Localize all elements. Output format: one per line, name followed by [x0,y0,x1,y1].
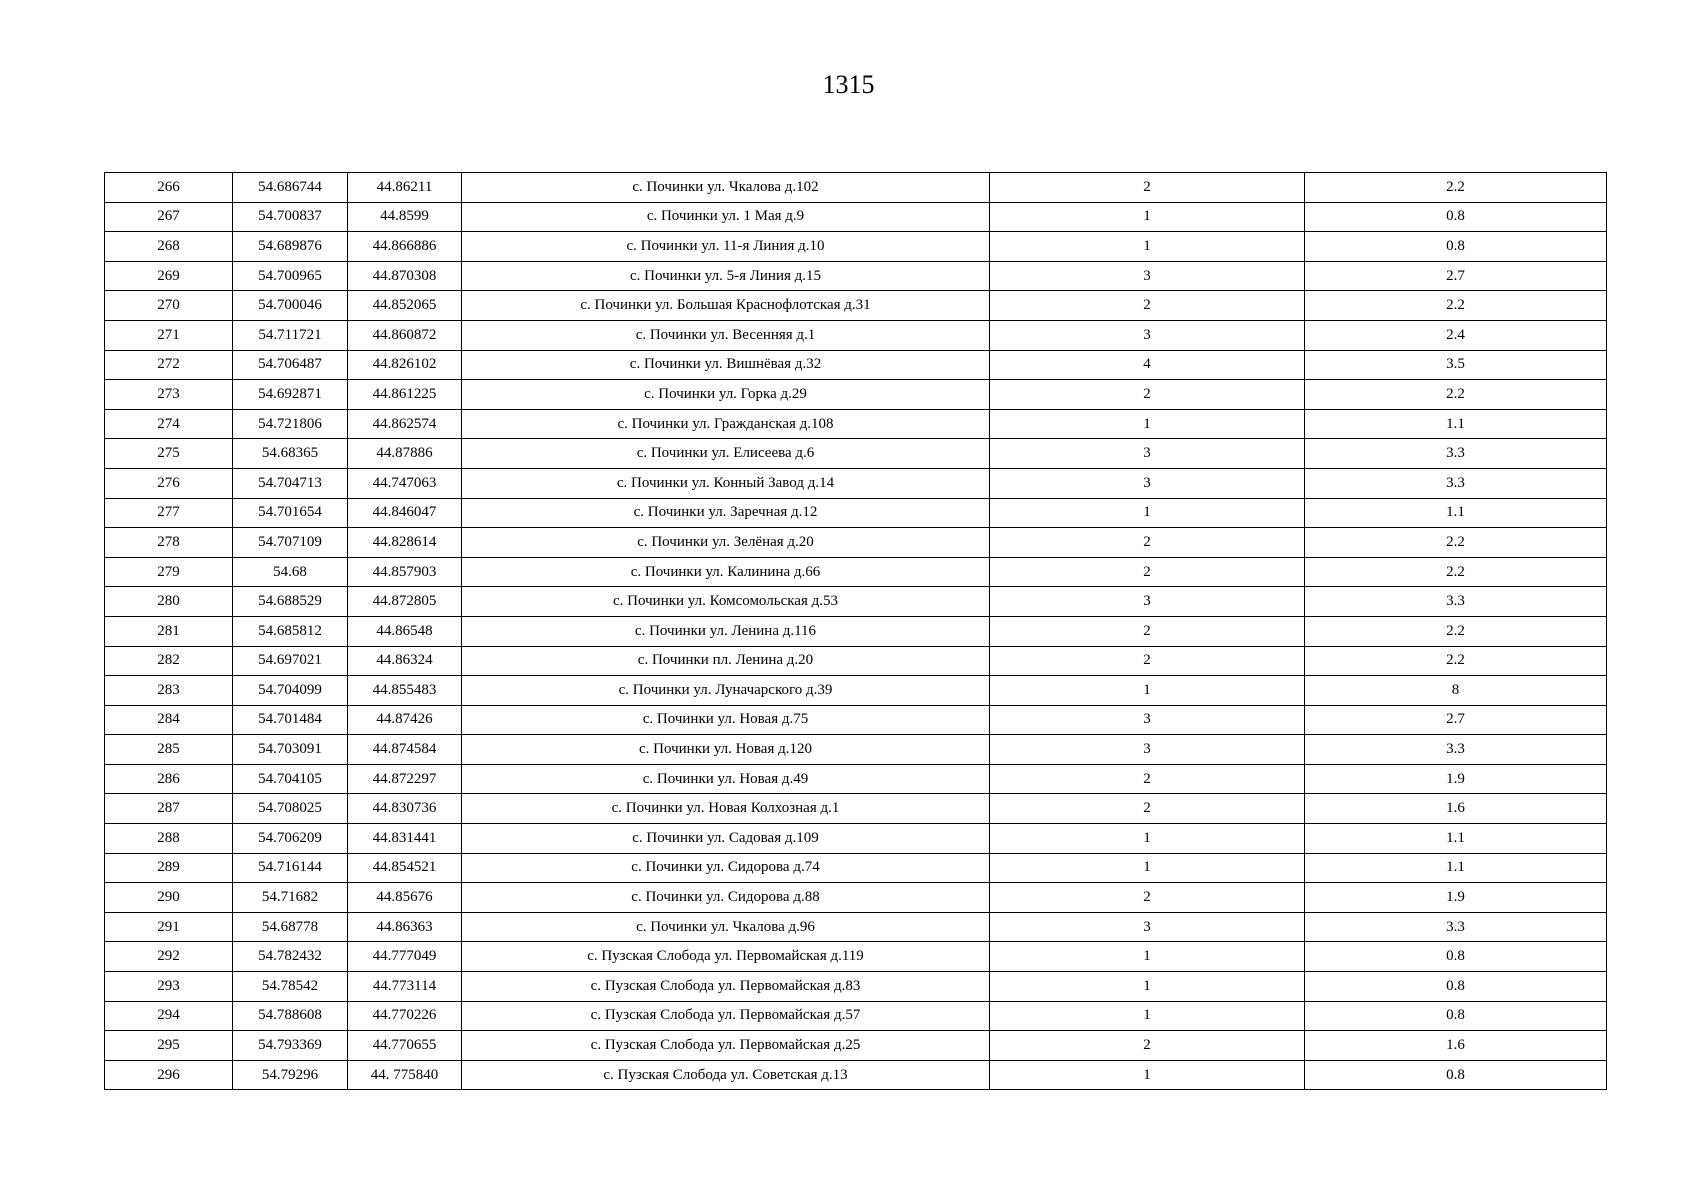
table-row [105,557,1607,587]
longitude-cell: 44.831441 [348,824,462,854]
address-cell: с. Пузская Слобода ул. Первомайская д.83 [462,972,990,1002]
latitude-cell: 54.701654 [233,498,348,528]
count-cell: 2 [990,291,1305,321]
latitude-cell: 54.686744 [233,173,348,203]
row-number-cell: 273 [105,380,233,410]
longitude-cell: 44.8599 [348,202,462,232]
table-row [105,764,1607,794]
longitude-cell: 44.777049 [348,942,462,972]
table-row [105,912,1607,942]
volume-cell: 3.5 [1305,350,1607,380]
volume-cell: 1.1 [1305,853,1607,883]
count-cell: 2 [990,173,1305,203]
row-number-cell: 285 [105,735,233,765]
address-cell: с. Починки ул. Заречная д.12 [462,498,990,528]
latitude-cell: 54.688529 [233,587,348,617]
longitude-cell: 44.86363 [348,912,462,942]
latitude-cell: 54.71682 [233,883,348,913]
row-number-cell: 295 [105,1031,233,1061]
row-number-cell: 291 [105,912,233,942]
address-cell: с. Починки ул. 11-я Линия д.10 [462,232,990,262]
longitude-cell: 44.854521 [348,853,462,883]
table-row [105,320,1607,350]
address-cell: с. Починки ул. Сидорова д.74 [462,853,990,883]
latitude-cell: 54.788608 [233,1001,348,1031]
count-cell: 2 [990,616,1305,646]
row-number-cell: 287 [105,794,233,824]
address-cell: с. Починки ул. Гражданская д.108 [462,409,990,439]
volume-cell: 2.7 [1305,261,1607,291]
count-cell: 1 [990,942,1305,972]
latitude-cell: 54.79296 [233,1060,348,1090]
count-cell: 3 [990,705,1305,735]
latitude-cell: 54.700965 [233,261,348,291]
row-number-cell: 290 [105,883,233,913]
volume-cell: 1.1 [1305,498,1607,528]
count-cell: 1 [990,232,1305,262]
latitude-cell: 54.721806 [233,409,348,439]
address-cell: с. Починки ул. Новая д.75 [462,705,990,735]
table-row [105,646,1607,676]
address-cell: с. Починки ул. Чкалова д.96 [462,912,990,942]
count-cell: 2 [990,380,1305,410]
longitude-cell: 44.872297 [348,764,462,794]
volume-cell: 1.1 [1305,409,1607,439]
longitude-cell: 44.826102 [348,350,462,380]
count-cell: 1 [990,1001,1305,1031]
address-cell: с. Починки ул. Садовая д.109 [462,824,990,854]
longitude-cell: 44.846047 [348,498,462,528]
volume-cell: 2.2 [1305,616,1607,646]
count-cell: 2 [990,764,1305,794]
latitude-cell: 54.700837 [233,202,348,232]
longitude-cell: 44.85676 [348,883,462,913]
address-cell: с. Починки ул. Елисеева д.6 [462,439,990,469]
volume-cell: 0.8 [1305,202,1607,232]
count-cell: 1 [990,853,1305,883]
address-cell: с. Починки ул. Вишнёвая д.32 [462,350,990,380]
address-cell: с. Починки ул. 1 Мая д.9 [462,202,990,232]
count-cell: 2 [990,528,1305,558]
table-row [105,1060,1607,1090]
count-cell: 2 [990,1031,1305,1061]
table-row [105,291,1607,321]
row-number-cell: 266 [105,173,233,203]
row-number-cell: 292 [105,942,233,972]
address-cell: с. Пузская Слобода ул. Первомайская д.57 [462,1001,990,1031]
table-row [105,942,1607,972]
address-cell: с. Починки ул. Чкалова д.102 [462,173,990,203]
address-cell: с. Починки ул. Весенняя д.1 [462,320,990,350]
longitude-cell: 44.828614 [348,528,462,558]
table-row [105,1001,1607,1031]
longitude-cell: 44.852065 [348,291,462,321]
count-cell: 2 [990,646,1305,676]
volume-cell: 1.9 [1305,764,1607,794]
table-row [105,824,1607,854]
table-row [105,528,1607,558]
latitude-cell: 54.704713 [233,468,348,498]
row-number-cell: 269 [105,261,233,291]
latitude-cell: 54.68778 [233,912,348,942]
row-number-cell: 296 [105,1060,233,1090]
address-cell: с. Починки ул. Конный Завод д.14 [462,468,990,498]
volume-cell: 3.3 [1305,468,1607,498]
volume-cell: 1.1 [1305,824,1607,854]
address-cell: с. Пузская Слобода ул. Советская д.13 [462,1060,990,1090]
row-number-cell: 270 [105,291,233,321]
address-cell: с. Пузская Слобода ул. Первомайская д.119 [462,942,990,972]
longitude-cell: 44.86211 [348,173,462,203]
row-number-cell: 283 [105,676,233,706]
table-row [105,202,1607,232]
table-row [105,1031,1607,1061]
longitude-cell: 44.773114 [348,972,462,1002]
count-cell: 1 [990,676,1305,706]
latitude-cell: 54.782432 [233,942,348,972]
table-row [105,587,1607,617]
count-cell: 3 [990,320,1305,350]
row-number-cell: 280 [105,587,233,617]
row-number-cell: 267 [105,202,233,232]
row-number-cell: 275 [105,439,233,469]
row-number-cell: 294 [105,1001,233,1031]
address-cell: с. Починки ул. Сидорова д.88 [462,883,990,913]
count-cell: 1 [990,202,1305,232]
row-number-cell: 286 [105,764,233,794]
row-number-cell: 274 [105,409,233,439]
volume-cell: 3.3 [1305,587,1607,617]
longitude-cell: 44.87886 [348,439,462,469]
volume-cell: 3.3 [1305,439,1607,469]
latitude-cell: 54.704105 [233,764,348,794]
table-row [105,468,1607,498]
table-row [105,498,1607,528]
volume-cell: 0.8 [1305,1060,1607,1090]
latitude-cell: 54.78542 [233,972,348,1002]
longitude-cell: 44.86324 [348,646,462,676]
row-number-cell: 288 [105,824,233,854]
address-cell: с. Починки ул. Новая д.49 [462,764,990,794]
page-number: 1315 [822,70,875,99]
longitude-cell: 44.866886 [348,232,462,262]
address-cell: с. Починки ул. Луначарского д.39 [462,676,990,706]
table-row [105,883,1607,913]
count-cell: 2 [990,557,1305,587]
volume-cell: 3.3 [1305,912,1607,942]
latitude-cell: 54.793369 [233,1031,348,1061]
latitude-cell: 54.701484 [233,705,348,735]
count-cell: 2 [990,883,1305,913]
latitude-cell: 54.707109 [233,528,348,558]
latitude-cell: 54.692871 [233,380,348,410]
longitude-cell: 44.86548 [348,616,462,646]
longitude-cell: 44.862574 [348,409,462,439]
table-row [105,173,1607,203]
longitude-cell: 44.770226 [348,1001,462,1031]
latitude-cell: 54.706209 [233,824,348,854]
latitude-cell: 54.68365 [233,439,348,469]
table-body [105,173,1607,1090]
row-number-cell: 289 [105,853,233,883]
volume-cell: 1.6 [1305,794,1607,824]
table-row [105,350,1607,380]
latitude-cell: 54.706487 [233,350,348,380]
count-cell: 1 [990,824,1305,854]
address-cell: с. Починки ул. Горка д.29 [462,380,990,410]
address-cell: с. Пузская Слобода ул. Первомайская д.25 [462,1031,990,1061]
longitude-cell: 44.830736 [348,794,462,824]
count-cell: 3 [990,468,1305,498]
latitude-cell: 54.697021 [233,646,348,676]
latitude-cell: 54.700046 [233,291,348,321]
row-number-cell: 276 [105,468,233,498]
table-row [105,439,1607,469]
table-row [105,261,1607,291]
count-cell: 2 [990,794,1305,824]
longitude-cell: 44.87426 [348,705,462,735]
latitude-cell: 54.704099 [233,676,348,706]
address-cell: с. Починки ул. Новая Колхозная д.1 [462,794,990,824]
volume-cell: 2.2 [1305,646,1607,676]
table-row [105,409,1607,439]
row-number-cell: 293 [105,972,233,1002]
volume-cell: 0.8 [1305,232,1607,262]
table-row [105,705,1607,735]
data-table [104,172,1607,1090]
count-cell: 3 [990,587,1305,617]
longitude-cell: 44.747063 [348,468,462,498]
latitude-cell: 54.703091 [233,735,348,765]
address-cell: с. Починки пл. Ленина д.20 [462,646,990,676]
table-row [105,380,1607,410]
row-number-cell: 272 [105,350,233,380]
count-cell: 3 [990,439,1305,469]
row-number-cell: 284 [105,705,233,735]
longitude-cell: 44. 775840 [348,1060,462,1090]
latitude-cell: 54.711721 [233,320,348,350]
longitude-cell: 44.860872 [348,320,462,350]
volume-cell: 0.8 [1305,942,1607,972]
address-cell: с. Починки ул. Большая Краснофлотская д.31 [462,291,990,321]
volume-cell: 1.9 [1305,883,1607,913]
table-row [105,853,1607,883]
table-row [105,676,1607,706]
longitude-cell: 44.857903 [348,557,462,587]
volume-cell: 2.2 [1305,380,1607,410]
count-cell: 1 [990,972,1305,1002]
count-cell: 1 [990,409,1305,439]
row-number-cell: 278 [105,528,233,558]
longitude-cell: 44.874584 [348,735,462,765]
volume-cell: 1.6 [1305,1031,1607,1061]
volume-cell: 2.4 [1305,320,1607,350]
latitude-cell: 54.68 [233,557,348,587]
row-number-cell: 277 [105,498,233,528]
longitude-cell: 44.870308 [348,261,462,291]
address-cell: с. Починки ул. Калинина д.66 [462,557,990,587]
table-row [105,616,1607,646]
row-number-cell: 282 [105,646,233,676]
latitude-cell: 54.685812 [233,616,348,646]
count-cell: 1 [990,498,1305,528]
longitude-cell: 44.770655 [348,1031,462,1061]
table-row [105,794,1607,824]
count-cell: 3 [990,912,1305,942]
volume-cell: 2.2 [1305,528,1607,558]
volume-cell: 0.8 [1305,1001,1607,1031]
address-cell: с. Починки ул. Комсомольская д.53 [462,587,990,617]
longitude-cell: 44.872805 [348,587,462,617]
longitude-cell: 44.855483 [348,676,462,706]
row-number-cell: 281 [105,616,233,646]
volume-cell: 2.2 [1305,557,1607,587]
latitude-cell: 54.716144 [233,853,348,883]
row-number-cell: 279 [105,557,233,587]
row-number-cell: 268 [105,232,233,262]
table-row [105,972,1607,1002]
volume-cell: 0.8 [1305,972,1607,1002]
address-cell: с. Починки ул. 5-я Линия д.15 [462,261,990,291]
table-row [105,232,1607,262]
volume-cell: 2.7 [1305,705,1607,735]
latitude-cell: 54.689876 [233,232,348,262]
address-cell: с. Починки ул. Ленина д.116 [462,616,990,646]
row-number-cell: 271 [105,320,233,350]
count-cell: 4 [990,350,1305,380]
volume-cell: 3.3 [1305,735,1607,765]
volume-cell: 8 [1305,676,1607,706]
count-cell: 3 [990,261,1305,291]
table-row [105,735,1607,765]
count-cell: 1 [990,1060,1305,1090]
address-cell: с. Починки ул. Новая д.120 [462,735,990,765]
volume-cell: 2.2 [1305,291,1607,321]
address-cell: с. Починки ул. Зелёная д.20 [462,528,990,558]
count-cell: 3 [990,735,1305,765]
volume-cell: 2.2 [1305,173,1607,203]
longitude-cell: 44.861225 [348,380,462,410]
latitude-cell: 54.708025 [233,794,348,824]
